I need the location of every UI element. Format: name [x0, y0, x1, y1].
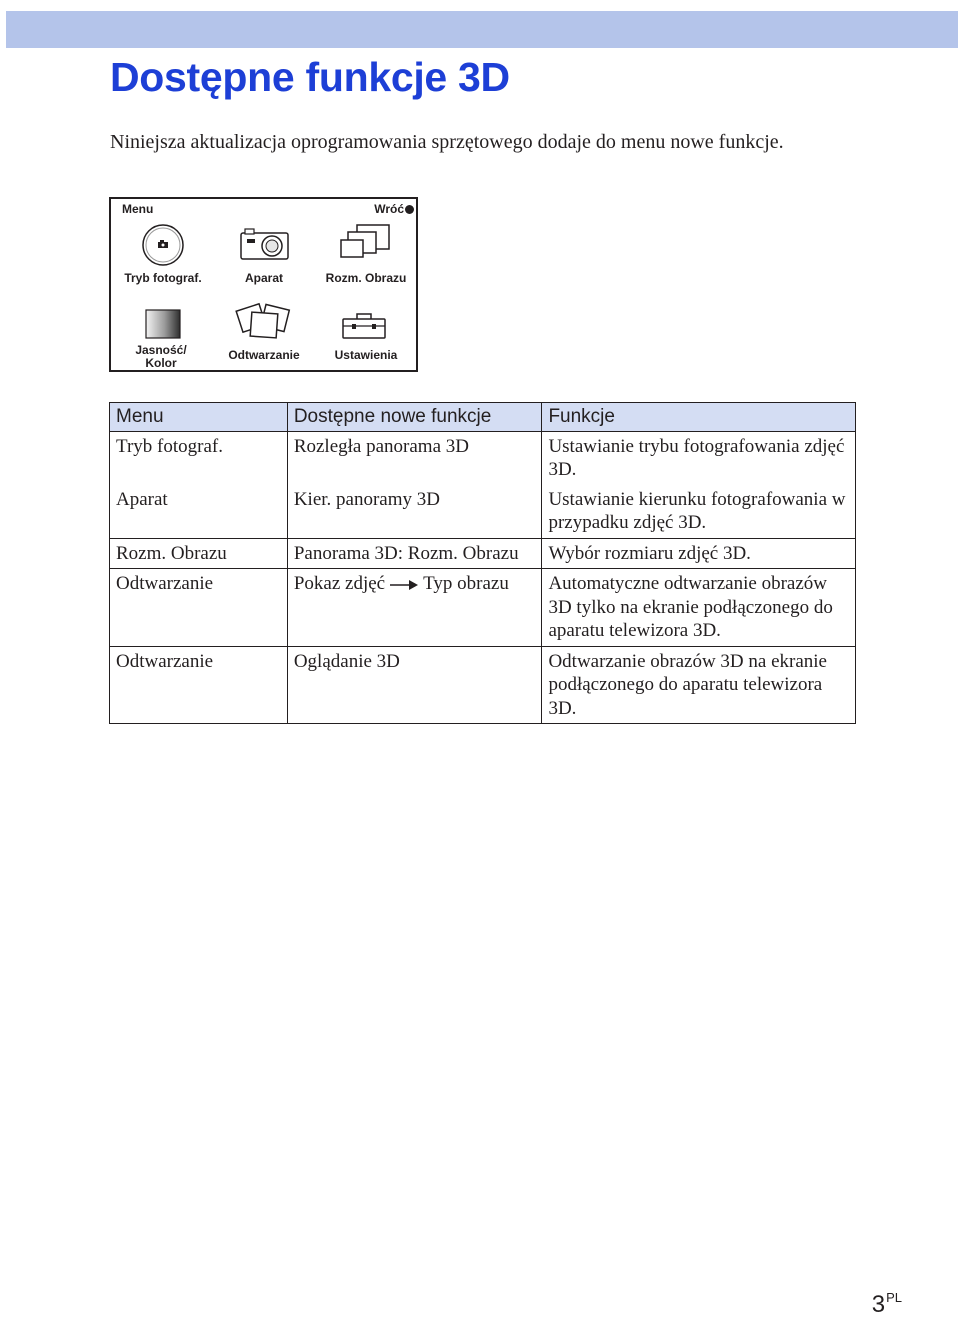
image-size-icon — [339, 223, 393, 265]
header-band — [6, 11, 958, 48]
settings-toolbox-icon — [341, 311, 387, 341]
table-header-row — [110, 403, 856, 432]
feature-part-image-type: Typ obrazu — [423, 573, 509, 594]
table-row — [110, 569, 856, 647]
menu-item-label-brightness-color: Jasność/ Kolor — [135, 343, 187, 370]
menu-screen-illustration — [109, 197, 418, 372]
intro-paragraph: Niniejsza aktualizacja oprogramowania sprzętowego dodaje do menu nowe funkcje. — [110, 131, 784, 153]
menu-screen-title: Menu — [122, 202, 154, 216]
table-row — [110, 646, 856, 724]
table-row — [110, 538, 856, 569]
back-button-icon — [405, 205, 414, 214]
menu-item-label-image-size: Rozm. Obrazu — [325, 271, 407, 285]
brightness-color-icon — [145, 309, 181, 339]
page-number — [872, 1290, 902, 1319]
menu-screen-back — [374, 202, 414, 216]
column-header-menu: Menu — [110, 403, 288, 432]
arrow-right-icon — [389, 572, 419, 596]
cell-feature: Kier. panoramy 3D — [287, 485, 542, 539]
cell-description: Wybór rozmiaru zdjęć 3D. — [542, 538, 856, 569]
shooting-mode-icon — [141, 223, 185, 267]
cell-menu: Aparat — [110, 485, 288, 539]
page-title: Dostępne funkcje 3D — [110, 54, 510, 100]
back-label: Wróć — [374, 202, 404, 216]
cell-menu: Tryb fotograf. — [110, 431, 288, 485]
menu-item-label-settings: Ustawienia — [334, 348, 398, 362]
menu-item-label-shooting-mode: Tryb fotograf. — [124, 271, 202, 285]
playback-icon — [235, 301, 293, 343]
table-row — [110, 431, 856, 485]
menu-item-label-camera: Aparat — [244, 271, 283, 285]
cell-description: Ustawianie trybu fotografowania zdjęć 3D. — [542, 431, 856, 485]
cell-menu: Odtwarzanie — [110, 569, 288, 647]
table-row — [110, 485, 856, 539]
features-table — [109, 402, 856, 724]
camera-icon — [239, 227, 291, 261]
cell-description: Automatyczne odtwarzanie obrazów 3D tylko na ekranie podłączonego do aparatu telewizora 3D. — [542, 569, 856, 647]
cell-feature: Oglądanie 3D — [287, 646, 542, 724]
menu-item-label-playback: Odtwarzanie — [228, 348, 300, 362]
cell-feature — [287, 569, 542, 647]
feature-part-slideshow: Pokaz zdjęć — [293, 573, 386, 594]
column-header-new-features: Dostępne nowe funkcje — [287, 403, 542, 432]
language-code: PL — [886, 1290, 902, 1305]
cell-feature: Rozległa panorama 3D — [287, 431, 542, 485]
cell-description: Odtwarzanie obrazów 3D na ekranie podłączonego do aparatu telewizora 3D. — [542, 646, 856, 724]
cell-feature: Panorama 3D: Rozm. Obrazu — [287, 538, 542, 569]
page-number-value: 3 — [871, 1291, 886, 1318]
cell-menu: Odtwarzanie — [110, 646, 288, 724]
cell-description: Ustawianie kierunku fotografowania w przypadku zdjęć 3D. — [542, 485, 856, 539]
cell-menu: Rozm. Obrazu — [110, 538, 288, 569]
column-header-functions: Funkcje — [542, 403, 856, 432]
